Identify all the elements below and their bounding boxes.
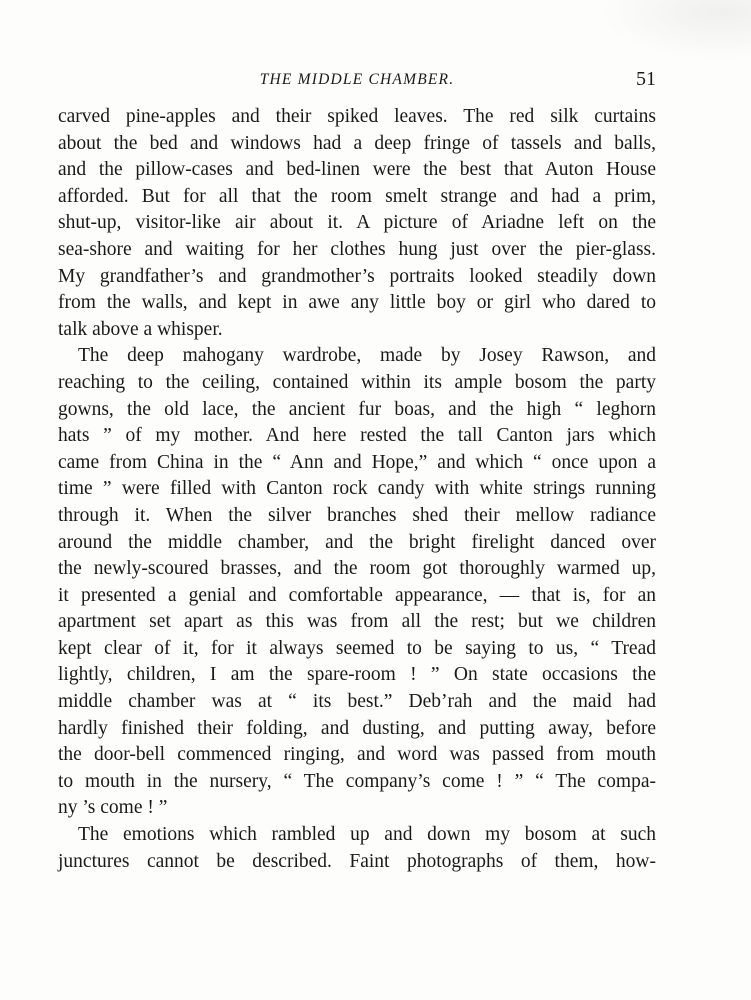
text-line: The deep mahogany wardrobe, made by Josey Rawson, and [78,345,656,367]
running-title: THE MIDDLE CHAMBER. [259,71,455,88]
text-line: it presented a genial and comfortable appearance, — that is, for an [58,584,656,606]
text-line: kept clear of it, for it always seemed to be saying to us, “ Tread [58,637,656,659]
text-line: the door-bell commenced ringing, and word was passed from mouth [58,744,656,766]
text-line: lightly, children, I am the spare-room ! ” On state occasions the [58,664,656,686]
text-line: The emotions which rambled up and down my bosom at such [78,824,656,846]
text-line: talk above a whisper. [58,318,223,340]
text-line: carved pine-apples and their spiked leaves. The red silk curtains [58,106,656,127]
text-line: My grandfather’s and grandmother’s portraits looked steadily down [58,265,656,287]
paragraph-3 [58,822,656,875]
running-head [58,68,656,94]
scan-smudge [601,0,751,60]
text-line: sea-shore and waiting for her clothes hung just over the pier-glass. [58,238,656,260]
text-line: about the bed and windows had a deep fringe of tassels and balls, [58,132,656,154]
text-line: the newly-scoured brasses, and the room got thoroughly warmed up, [58,558,656,580]
text-line: and the pillow-cases and bed-linen were the best that Auton House [58,159,656,181]
text-line: from the walls, and kept in awe any little boy or girl who dared to [58,292,656,314]
text-line: hats ” of my mother. And here rested the tall Canton jars which [58,425,656,447]
text-line: around the middle chamber, and the bright firelight danced over [58,531,656,553]
paragraph-1 [58,104,656,343]
paragraph-2 [58,343,656,822]
text-line: shut-up, visitor-like air about it. A picture of Ariadne left on the [58,212,656,234]
text-line: hardly finished their folding, and dusting, and putting away, before [58,717,656,739]
page-number: 51 [636,68,656,90]
text-line: ny ’s come ! ” [58,797,168,819]
text-line: afforded. But for all that the room smelt strange and had a prim, [58,185,656,207]
body-text [58,104,656,875]
text-line: to mouth in the nursery, “ The company’s come ! ” “ The compa- [58,770,656,792]
text-line: time ” were filled with Canton rock candy with white strings running [58,478,656,500]
text-line: junctures cannot be described. Faint photographs of them, how- [58,850,656,872]
text-line: gowns, the old lace, the ancient fur boas, and the high “ leghorn [58,398,656,420]
text-line: came from China in the “ Ann and Hope,” and which “ once upon a [58,451,656,473]
text-line: reaching to the ceiling, contained within its ample bosom the party [58,371,656,393]
text-line: middle chamber was at “ its best.” Deb’rah and the maid had [58,691,656,713]
text-line: through it. When the silver branches shed their mellow radiance [58,504,656,526]
text-line: apartment set apart as this was from all the rest; but we children [58,611,656,633]
